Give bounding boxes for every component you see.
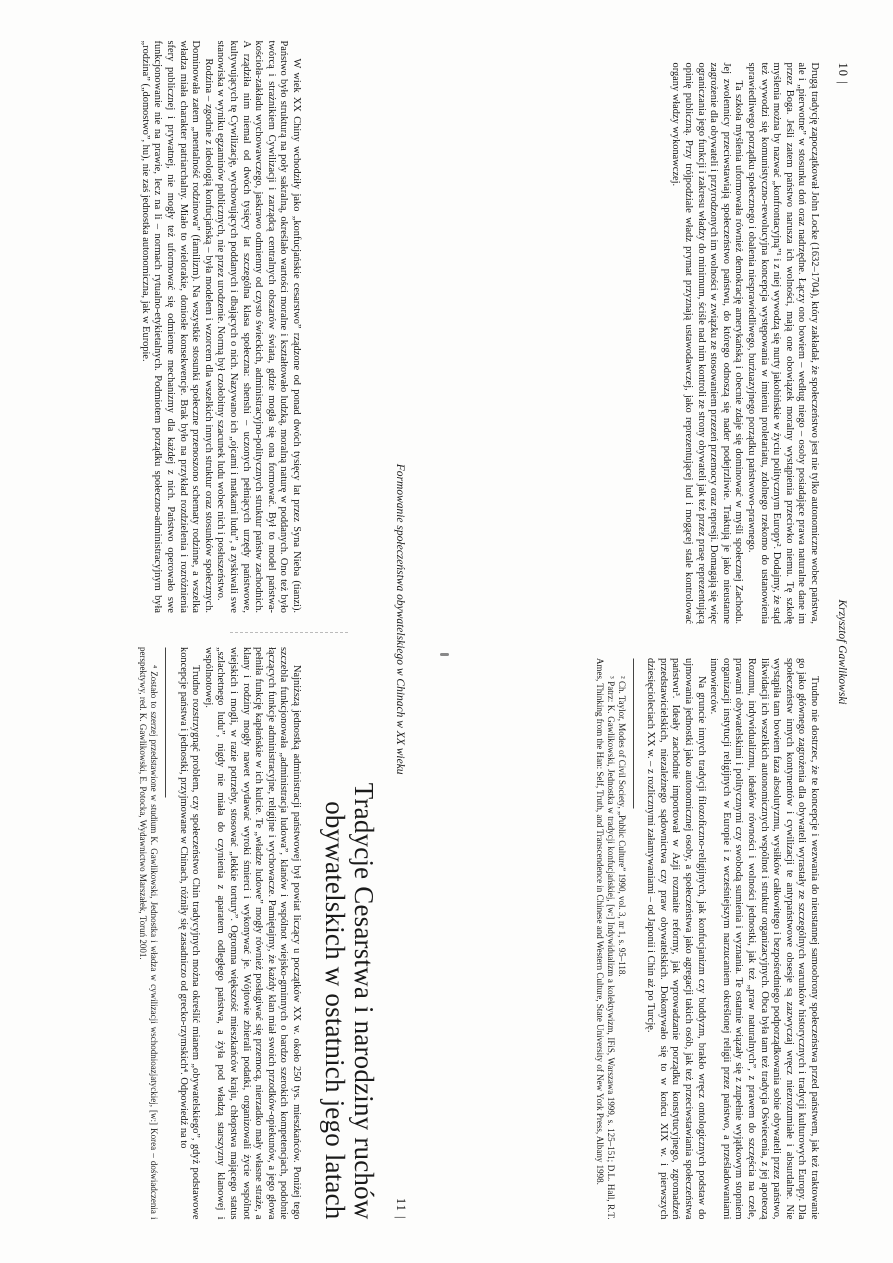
right-body — [137, 40, 302, 1219]
right-paragraph-4: Trudno rozstrzygnąć problem, czy społeczeństwo Chin tradycyjnych można określić mianem „obywatelskiego”, gdyż podstawowe koncepcje państwa i jednostki, przyjmowane w Chinach, różniły się zasadniczo od grecko-rzymskich⁴. Odpowiedź na to — [177, 646, 202, 1219]
left-paragraph-4: Na gruncie innych tradycji filozoficzno-religijnych, jak konfucjanizm czy buddyzm, brakło wręcz ontologicznych podstaw do ujmowania jednostki jako autonomicznej osoby, a społeczeństwa jako agregacji takich osób, jak też przeciwstawiania społeczeństwa państwu³. Ideały zachodnie importował w Azji rozmaite reformy, jak wprowadzanie porządku konstytucyjnego, zgromadzeń przedstawicielskich, niezależnego sądownictwa czy praw obywatelskich. Dokonywało się to w końcu XIX w. i pierwszych dziesięcioleciach XX w. – z rozlicznymi załamywaniami – od Japonii i Chin aż po Turcję. — [645, 657, 707, 1219]
scan-speck — [440, 653, 449, 656]
page-number-10: 10 | — [836, 62, 850, 85]
footnote-3: ³ Patrz: K. Gawlikowski, Jednostka w tradycji konfucjańskiej, [w:] Indywidualizm a kolektywizm, IFiS, Warszawa 1999, s. 125–151; D.L. Hall, R.T. Ames, Thinking from the Han: Self, Truth, and Transcendence in Chinese and Western Culture, State University of New York Press, Albany 1998. — [594, 657, 616, 1219]
right-running-head — [388, 40, 408, 1219]
chapter-title-line-2: obywatelskich w ostatnich jego latach — [320, 800, 350, 1219]
footnote-rule — [633, 658, 634, 808]
left-page — [460, 0, 880, 1263]
left-column-1 — [594, 62, 820, 624]
right-paragraph-3: Najniższą jednostką administracji państwowej był powiat liczący u początków XX w. około 250 tys. mieszkańców. Poniżej tego szczebla funkcjonowała „administracja ludowa”, klanów i wspólnot wiejsko-gminnych o bardzo szerokich kompetencjach, podobnie łączących funkcje administracyjne, religijne i wychowacze. Pamiętajmy, że każdy klan miał swoich przodków-opiekunów, a jego głowa pełniła funkcję kapłańskie w ich kulcie. Te „władze ludowe” mogły również posługiwać się przemocą, nierzadko mały własne straże, a klany i rodziny mogły nawet wydawać wyroki śmierci i wykonywać je. Wójtowie zbierali podatki, organizowali życie wspólnot wiejskich i mogli, w razie potrzeby, stosować „lekkie tortury”. Ogromna większość mieszkańców kraju, chłopstwa mającego status „szlachetnego ludu”, nigdy nie miała do czynienia z aparatem odległego państwa, a żyła pod władzą starszyzny klanowej i wspólnotowej. — [202, 646, 302, 1219]
left-column-2 — [594, 658, 820, 1220]
right-paragraph-1: W wiek XX Chiny wchodziły jako „konfucjańskie cesarstwo” rządzone od ponad dwóch tysięcy lat przez Syna Nieba (tianzi). Państwo było strukturą na poły sakralną, określało wartości moralne i kształtowało ludzką, moralną naturę w poddanych. Ono też było twórcą i strażnikiem Cywilizacji i zarządcą centralnych obszarów świata, gdzie mogła się ona formować. Był to model państwa-kościoła-zakładu wychowawczego, jaskrawo odmienny od czysto świeckich, administracyjno-politycznych struktur państw zachodnich. A rządziła nim niemal od dwóch tysięcy lat szczególna klasa społeczna: shenshi – uczonych pełniących urzędy państwowe, kultywujących tę Cywilizację, wychowujących poddanych i dbających o nich. Nazywano ich „ojcami i matkami ludu”, a zyskiwali swe stanowiska w wyniku egzaminów publicznych, nie przez urodzenie. Normą był czołobitny szacunek ludu wobec nich i posłuszeństwo. — [215, 40, 302, 613]
right-page — [16, 0, 436, 1263]
right-paragraph-2: Rodzina – zgodnie z ideologią konfucjańską – była modelem i wzorcem dla wszelkich innych struktur oraz stosunków społecznych. Dominowała zatem „mentalność rodzinowa” (familizm). Na wszystkie stosunki społeczne przenoszono schematy rodzinne, a wszelka władza miała charakter patriarchalny. Miało to wielorakie, doniosłe konsekwencje. Brak było na przykład rozdzielenia i rozróżnienia sfery publicznej i prywatnej, nie mogły też uformować się odmienne mechanizmy dla każdej z nich. Państwo operowało swe funkcjonowanie nie na prawie, lecz na li – normach rytualno-etykietalnych. Podmiotem porządku społeczno-administracyjnym była „rodzina” („domostwo”, hu), nie zaś jednostka autonomiczna, jak w Europie. — [139, 40, 214, 613]
left-running-head — [830, 62, 850, 1219]
chapter-title — [320, 40, 378, 1219]
footnote-4: ⁴ Zostało to szerzej przedstawione w studium K. Gawlikowski, Jednostka i władza w cywilizacji wschodnioazjatyckiej, [w:] Korea – doświadczenia i perspektywy, red. K. Gawlikowski, E. Potocka, Wydawnictwo Marszałek, Toruń 2001. — [138, 646, 160, 1219]
right-column-2 — [137, 647, 302, 1220]
right-column-1 — [137, 40, 302, 613]
left-paragraph-1: Drugą tradycję zapoczątkował John Locke (1632–1704), który zakładał, że społeczeństwo jest nie tylko autonomiczne wobec państwa, ale i „pierwotne” w stosunku doń oraz nadrzędne. Łączy ono bowiem – według niego – osoby posiadające prawa naturalne dane im przez Boga. Jeśli zatem państwo narusza ich wolności, mają one obowiązek moralny wystąpienia przeciwko niemu. Tę szkołę myślenia można by nazwać „konfrontacyjną”¹ i z niej wywodzą się nurty jakobińskie w życiu politycznym Europy². Dodajmy, że stąd też wywodzi się komunistyczno-rewolucyjna koncepcja występowania w imieniu proletariatu, zdolnego rzekomo do ustanowienia sprawiedliwego porządku społecznego i obalenia niesprawiedliwego, burżuazyjnego porządku państwowo-prawnego. — [746, 62, 820, 624]
binding-gutter — [438, 0, 452, 1263]
left-paragraph-2: Ta szkoła myślenia uformowała również demokrację amerykańską i obecnie zdaje się dominować w myśli społecznej Zachodu. Jej zwolennicy przeciwstawiają społeczeństwo państwu, do którego odnoszą się nader podejrzliwie. Traktują je jako nieustanne zagrożenie dla obywateli i przyrodzonych im wolności w związku ze stosowaniem przezeń przemocy oraz represji. Domagają się więc ograniczania jego funkcji i zakresu władzy do minimum, ściśle nad nim kontroli ze strony obywateli jak też przez prasę reprezentującą opinię publiczną. Przy trójpodziale władz prymat przyznają ustawodawczej, jako reprezentującej lud i mogącej stale kontrolować organy władzy wykonawczej. — [670, 62, 745, 624]
author-running-head: Krzysztof Gawlikowski — [836, 599, 848, 705]
chapter-title-line-1: Tradycje Cesarstwa i narodziny ruchów — [349, 782, 379, 1219]
left-body — [594, 62, 820, 1219]
page-number-11: 11 | — [394, 1197, 408, 1219]
left-paragraph-3: Trudno nie dostrzec, że te koncepcje i wezwania do nieustannej samoobrony społeczeństwa przed państwem, jak też traktowanie go jako głównego zagrożenia dla obywateli wyrastały ze szczególnych warunków historycznych i tradycji kulturowych Europy. Dla społeczeństw innych kontynentów i cywilizacji te antypaństwowe obsesje są zazwyczaj wręcz niezrozumiałe i absurdalne. Nie wystąpiła tam bowiem faza absolutyzmu, wysiłków całkowitego i bezpośredniego podporządkowania sobie obywateli przez państwo, likwidacji ich wszelkich autonomicznych wspólnot i struktur organizacyjnych. Obca była tam też tradycja Oświecenia, z jej apoteozą Rozumu, indywidualizmu, ideałów równości i wolności jednostki, jak też „praw naturalnych”, z prawem do szczęścia na czele, prawami obywatelskimi i politycznymi czy swobodą sumienia i wyznania. Te ostatnie wiązały się z zupełnie wyjątkowym stopniem organizacji instytucji religijnych w Europie i z wcześniejszym narzucaniem określonej religii przez państwo, a prześladowaniami innowierców. — [708, 657, 820, 1219]
footnote-rule-right — [165, 647, 166, 797]
chapter-running-head: Formowanie społeczeństwa obywatelskiego w Chinach w XX wieku — [394, 463, 406, 775]
footnote-2: ² Ch. Taylor, Modes of Civil Society, „Public Culture” 1990, vol. 3, nr 1, s. 95–118. — [616, 675, 627, 977]
